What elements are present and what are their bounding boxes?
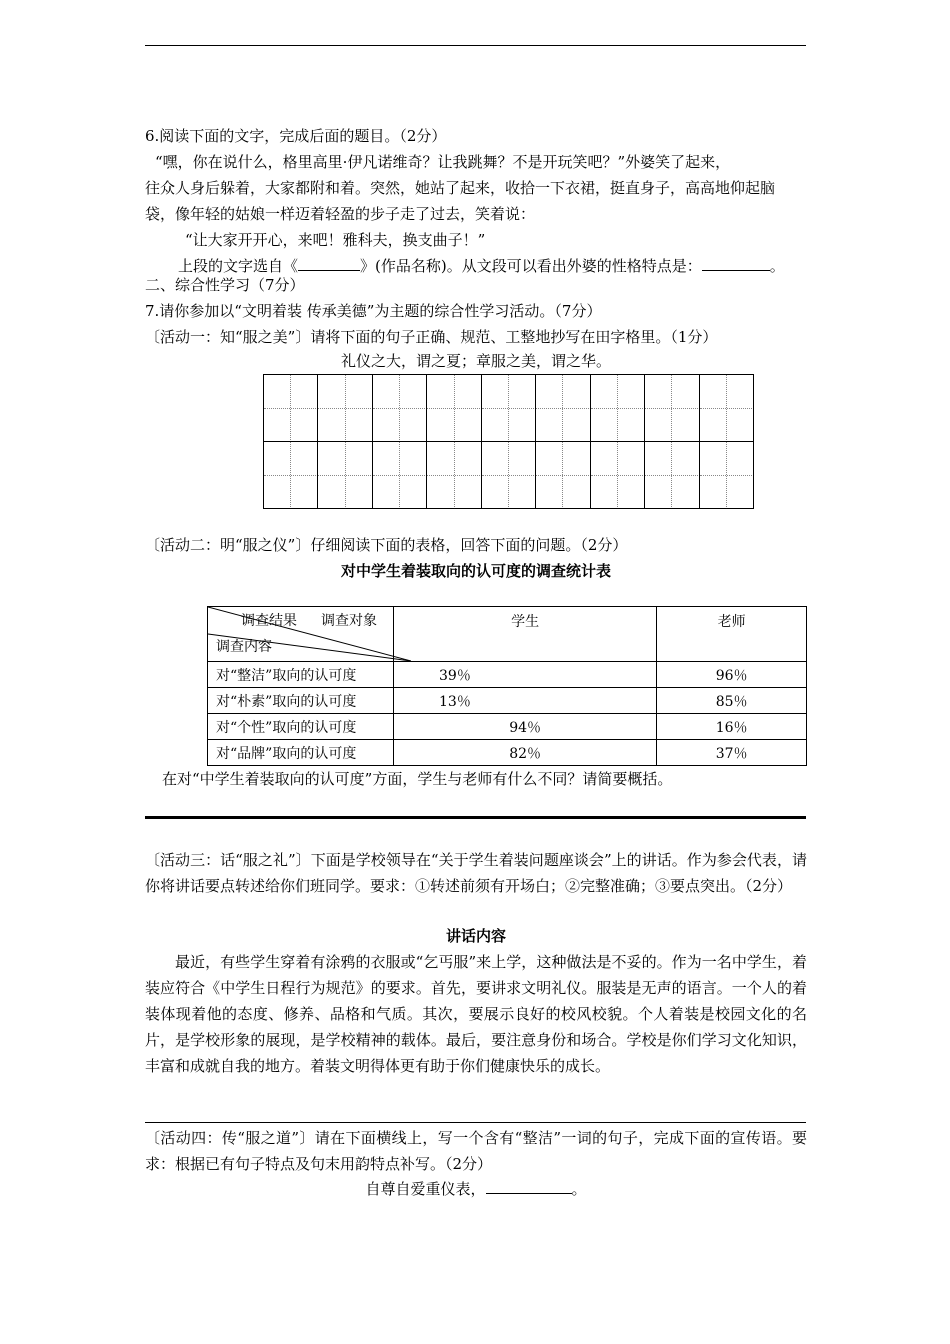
tianzi-guide-v	[562, 442, 563, 507]
tianzi-guide-v	[399, 375, 400, 440]
tianzi-guide-v	[617, 442, 618, 507]
row-teacher: 96％	[657, 662, 807, 688]
activity2-question: 在对“中学生着装取向的认可度”方面，学生与老师有什么不同？请简要概括。	[162, 770, 673, 788]
diagonal-header-cell	[208, 607, 394, 662]
copy-sentence: 礼仪之大，谓之夏；章服之美，谓之华。	[340, 352, 611, 370]
q6-question-end: 。	[769, 257, 785, 275]
q6-blank-title[interactable]	[298, 254, 360, 271]
tianzi-guide-v	[508, 442, 509, 507]
header-result: 调查结果	[241, 613, 297, 629]
col-student: 学生	[394, 607, 657, 662]
tianzi-guide-v	[617, 375, 618, 440]
row-teacher: 16％	[657, 714, 807, 740]
row-student: 13％	[394, 688, 657, 714]
section2-title: 二、综合性学习（7分）	[145, 276, 305, 294]
table-row	[208, 740, 807, 766]
activity1-text: 〔活动一：知“服之美”〕请将下面的句子正确、规范、工整地抄写在田字格里。（1分）	[145, 328, 718, 346]
q6-title: 6.阅读下面的文字，完成后面的题目。（2分）	[145, 127, 447, 145]
slogan-text: 自尊自爱重仪表，	[365, 1180, 486, 1198]
tianzi-cell[interactable]	[535, 441, 590, 509]
tianzi-guide-v	[726, 375, 727, 440]
activity4-text: 〔活动四：传“服之道”〕请在下面横线上，写一个含有“整洁”一词的句子，完成下面的宣传语。要求：根据已有句子特点及句末用韵特点补写。（2分）	[145, 1129, 807, 1173]
row-item: 对“个性”取向的认可度	[208, 714, 394, 740]
header-object: 调查对象	[321, 613, 377, 629]
table-header-row	[208, 607, 807, 662]
tianzi-cell[interactable]	[481, 441, 536, 509]
speech-title: 讲话内容	[445, 927, 506, 945]
row-student: 39％	[394, 662, 657, 688]
row-item: 对“整洁”取向的认可度	[208, 662, 394, 688]
tianzi-cell[interactable]	[263, 374, 318, 442]
tianzi-cell[interactable]	[590, 374, 645, 442]
table-row	[208, 714, 807, 740]
q6-passage-line3: 袋，像年轻的姑娘一样迈着轻盈的步子走了过去，笑着说：	[145, 205, 536, 223]
col-teacher: 老师	[657, 607, 807, 662]
tianzi-cell[interactable]	[426, 441, 481, 509]
q6-question-part-b: 》(作品名称)。从文段可以看出外婆的性格特点是：	[360, 257, 702, 275]
q7-title: 7.请你参加以“文明着装 传承美德”为主题的综合性学习活动。（7分）	[145, 302, 602, 320]
tianzi-guide-v	[726, 442, 727, 507]
q6-quote: “让大家开开心，来吧！雅科夫，换支曲子！”	[185, 231, 486, 249]
slogan-line	[145, 1176, 807, 1202]
q6-passage-line2: 往众人身后躲着，大家都附和着。突然，她站了起来，收拾一下衣裙，挺直身子，高高地仰起脑	[145, 179, 776, 197]
row-student: 82％	[394, 740, 657, 766]
tianzi-cell[interactable]	[426, 374, 481, 442]
tianzi-cell[interactable]	[317, 441, 372, 509]
tianzi-guide-v	[671, 442, 672, 507]
row-teacher: 85％	[657, 688, 807, 714]
tianzi-cell[interactable]	[263, 441, 318, 509]
tianzi-grid[interactable]	[263, 374, 753, 508]
speech-content: 最近，有些学生穿着有涂鸦的衣服或“乞丐服”来上学，这种做法是不妥的。作为一名中学生，着装应符合《中学生日程行为规范》的要求。首先，要讲求文明礼仪。服装是无声的语言。一个人的着装体现着他的态度、修养、品格和气质。其次，要展示良好的校风校貌。个人着装是校园文化的名片，是学校形象的展现，是学校精神的载体。最后，要注意身份和场合。学校是你们学习文化知识，丰富和成就自我的地方。着装文明得体更有助于你们健康快乐的成长。	[145, 953, 807, 1075]
row-item: 对“品牌”取向的认可度	[208, 740, 394, 766]
row-item: 对“朴素”取向的认可度	[208, 688, 394, 714]
tianzi-cell[interactable]	[590, 441, 645, 509]
tianzi-guide-v	[345, 442, 346, 507]
tianzi-cell[interactable]	[644, 374, 699, 442]
tianzi-guide-v	[562, 375, 563, 440]
tianzi-cell[interactable]	[644, 441, 699, 509]
answer-line-activity3[interactable]	[145, 1122, 806, 1123]
tianzi-guide-v	[399, 442, 400, 507]
table-row	[208, 662, 807, 688]
answer-line-activity2[interactable]	[145, 816, 806, 819]
tianzi-cell[interactable]	[699, 441, 754, 509]
top-rule	[145, 45, 806, 46]
tianzi-cell[interactable]	[372, 374, 427, 442]
tianzi-cell[interactable]	[372, 441, 427, 509]
table-title: 对中学生着装取向的认可度的调查统计表	[340, 562, 611, 580]
survey-table	[207, 606, 807, 766]
tianzi-guide-v	[454, 375, 455, 440]
q6-blank-trait[interactable]	[702, 254, 770, 271]
slogan-end: 。	[571, 1180, 587, 1198]
row-student: 94％	[394, 714, 657, 740]
tianzi-guide-v	[454, 442, 455, 507]
tianzi-guide-v	[345, 375, 346, 440]
table-row	[208, 688, 807, 714]
q6-passage-line1: “嘿，你在说什么，格里高里·伊凡诺维奇？让我跳舞？不是开玩笑吧？”外婆笑了起来，	[155, 153, 731, 171]
slogan-blank[interactable]	[486, 1177, 572, 1194]
q6-question-part-a: 上段的文字选自《	[178, 257, 299, 275]
tianzi-cell[interactable]	[699, 374, 754, 442]
tianzi-guide-v	[290, 375, 291, 440]
tianzi-guide-v	[671, 375, 672, 440]
activity3-text: 〔活动三：话“服之礼”〕下面是学校领导在“关于学生着装问题座谈会”上的讲话。作为参会代表，请你将讲话要点转述给你们班同学。要求：①转述前须有开场白；②完整准确；③要点突出。（2分）	[145, 851, 807, 895]
row-teacher: 37％	[657, 740, 807, 766]
activity2-text: 〔活动二：明“服之仪”〕仔细阅读下面的表格，回答下面的问题。（2分）	[145, 536, 628, 554]
tianzi-cell[interactable]	[481, 374, 536, 442]
tianzi-guide-v	[290, 442, 291, 507]
header-content: 调查内容	[216, 639, 272, 655]
tianzi-cell[interactable]	[535, 374, 590, 442]
tianzi-guide-v	[508, 375, 509, 440]
tianzi-cell[interactable]	[317, 374, 372, 442]
